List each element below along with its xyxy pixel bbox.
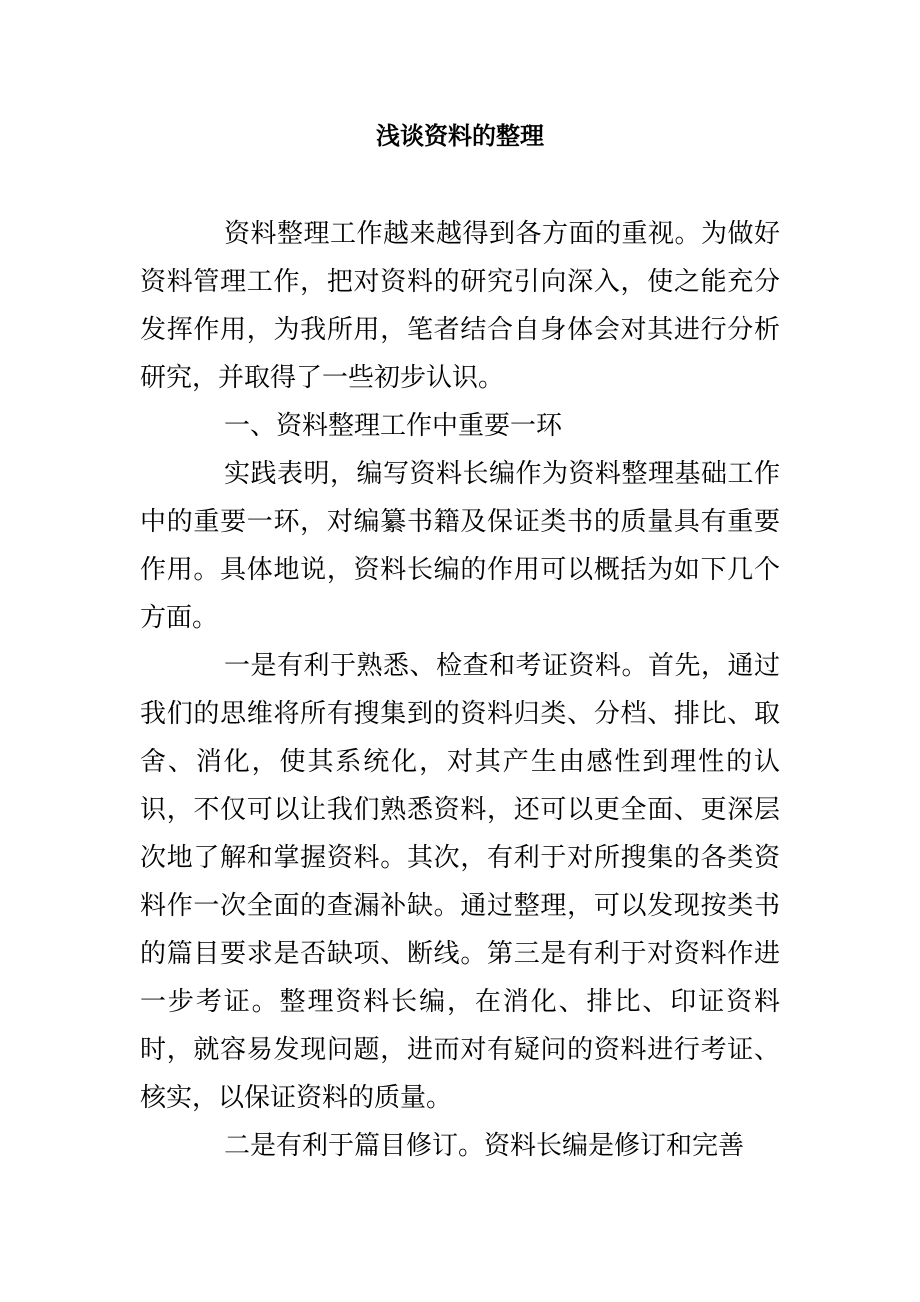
document-body [140,210,780,1170]
paragraph-intro: 资料整理工作越来越得到各方面的重视。为做好资料管理工作，把对资料的研究引向深入，使之能充分发挥作用，为我所用，笔者结合自身体会对其进行分析研究，并取得了一些初步认识。 [140,219,780,393]
paragraph-point-1: 一是有利于熟悉、检查和考证资料。首先，通过我们的思维将所有搜集到的资料归类、分档、排比、取舍、消化，使其系统化，对其产生由感性到理性的认识，不仅可以让我们熟悉资料，还可以更全面、更深层次地了解和掌握资料。其次，有利于对所搜集的各类资料作一次全面的查漏补缺。通过整理，可以发现按类书的篇目要求是否缺项、断线。第三是有利于对资料作进一步考证。整理资料长编，在消化、排比、印证资料时，就容易发现问题，进而对有疑问的资料进行考证、核实，以保证资料的质量。 [140,651,780,1113]
paragraph-point-2: 二是有利于篇目修订。资料长编是修订和完善 [224,1131,745,1161]
paragraph-practice: 实践表明，编写资料长编作为资料整理基础工作中的重要一环，对编纂书籍及保证类书的质量具有重要作用。具体地说，资料长编的作用可以概括为如下几个方面。 [140,459,780,633]
section-heading-1: 一、资料整理工作中重要一环 [224,411,563,441]
document-title: 浅谈资料的整理 [376,121,544,150]
